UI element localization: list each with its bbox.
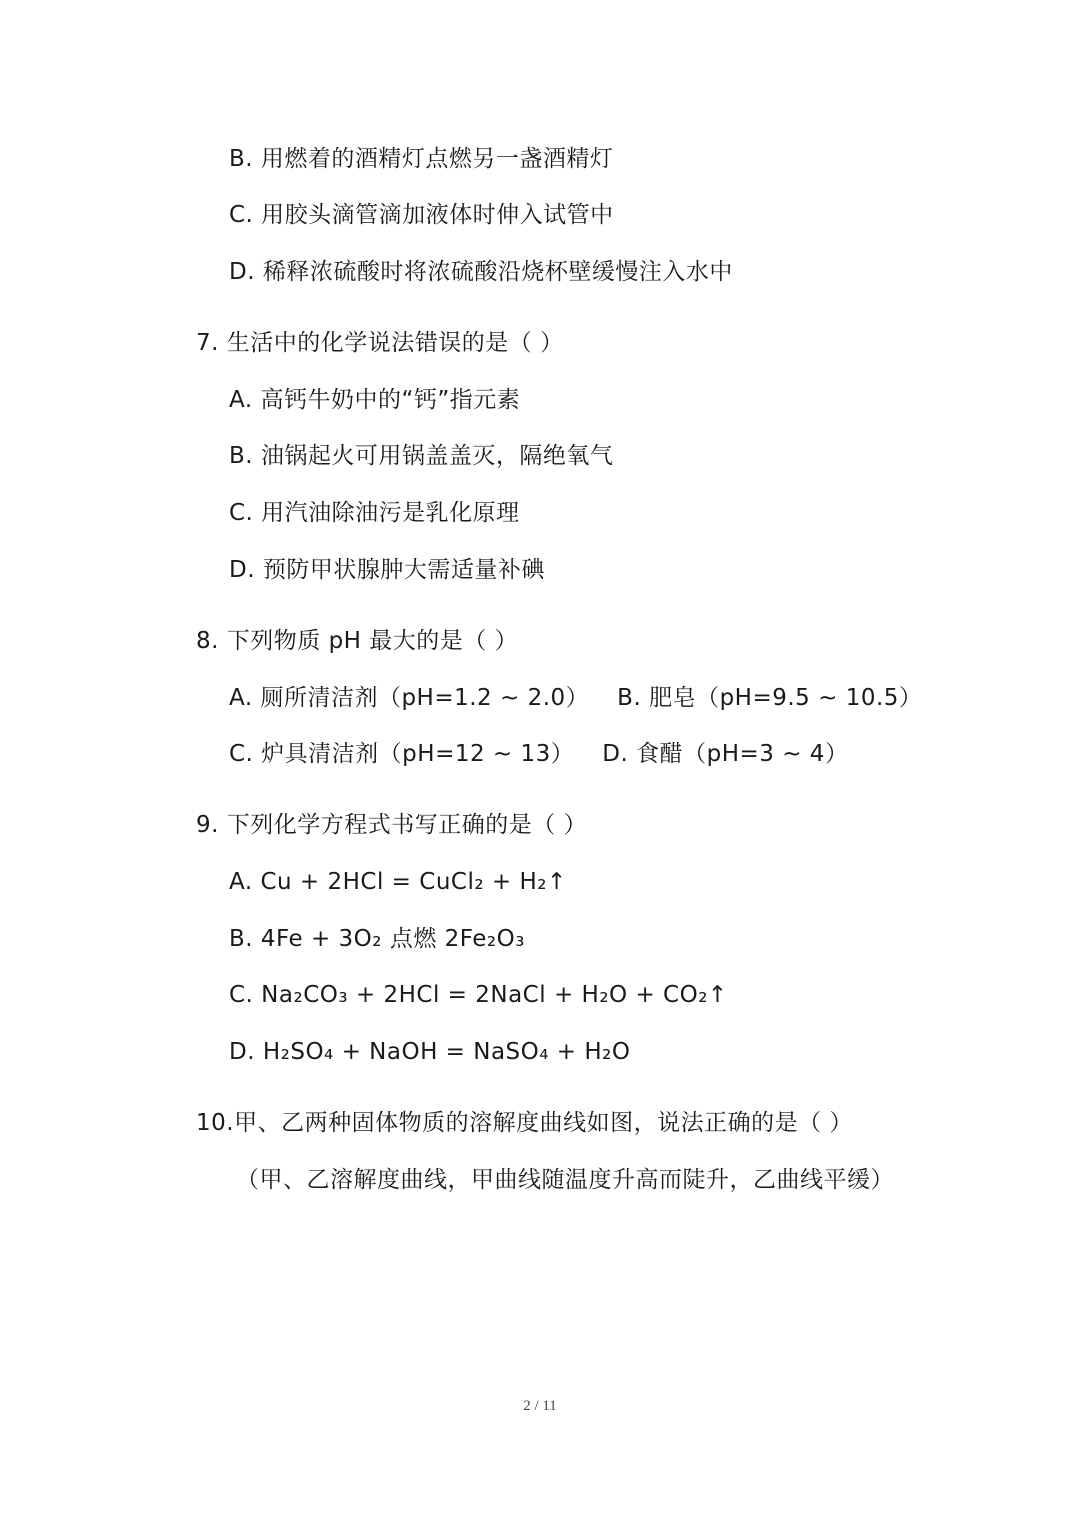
q8-options-row-1	[229, 683, 922, 713]
q8-option-c: C. 炉具清洁剂（pH=12 ~ 13）	[229, 741, 575, 767]
q8-option-a: A. 厕所清洁剂（pH=1.2 ~ 2.0）	[229, 685, 590, 711]
q7-option-b: B. 油锅起火可用锅盖盖灭，隔绝氧气	[229, 443, 614, 469]
q6-option-b: B. 用燃着的酒精灯点燃另一盏酒精灯	[229, 146, 614, 172]
q9-option-c: C. Na₂CO₃ + 2HCl = 2NaCl + H₂O + CO₂↑	[229, 982, 728, 1008]
q8-options-row-2	[229, 739, 848, 769]
q7-option-a: A. 高钙牛奶中的“钙”指元素	[229, 387, 521, 413]
q9-stem: 9. 下列化学方程式书写正确的是（ ）	[196, 812, 588, 838]
q10-stem: 10.甲、乙两种固体物质的溶解度曲线如图，说法正确的是（ ）	[196, 1110, 853, 1136]
q7-option-c: C. 用汽油除油污是乳化原理	[229, 500, 520, 526]
q10-figure-note: （甲、乙溶解度曲线，甲曲线随温度升高而陡升，乙曲线平缓）	[236, 1167, 894, 1193]
q7-stem: 7. 生活中的化学说法错误的是（ ）	[196, 330, 564, 356]
q6-option-c: C. 用胶头滴管滴加液体时伸入试管中	[229, 202, 614, 228]
q8-option-d: D. 食醋（pH=3 ~ 4）	[602, 741, 849, 767]
q9-option-b: B. 4Fe + 3O₂ 点燃 2Fe₂O₃	[229, 926, 525, 952]
page-number: 2 / 11	[523, 1398, 557, 1414]
q9-option-a: A. Cu + 2HCl = CuCl₂ + H₂↑	[229, 869, 567, 895]
q6-option-d: D. 稀释浓硫酸时将浓硫酸沿烧杯壁缓慢注入水中	[229, 259, 733, 285]
q9-option-d: D. H₂SO₄ + NaOH = NaSO₄ + H₂O	[229, 1039, 631, 1065]
q7-option-d: D. 预防甲状腺肿大需适量补碘	[229, 557, 545, 583]
q8-option-b: B. 肥皂（pH=9.5 ~ 10.5）	[617, 685, 923, 711]
q8-stem: 8. 下列物质 pH 最大的是（ ）	[196, 628, 519, 654]
